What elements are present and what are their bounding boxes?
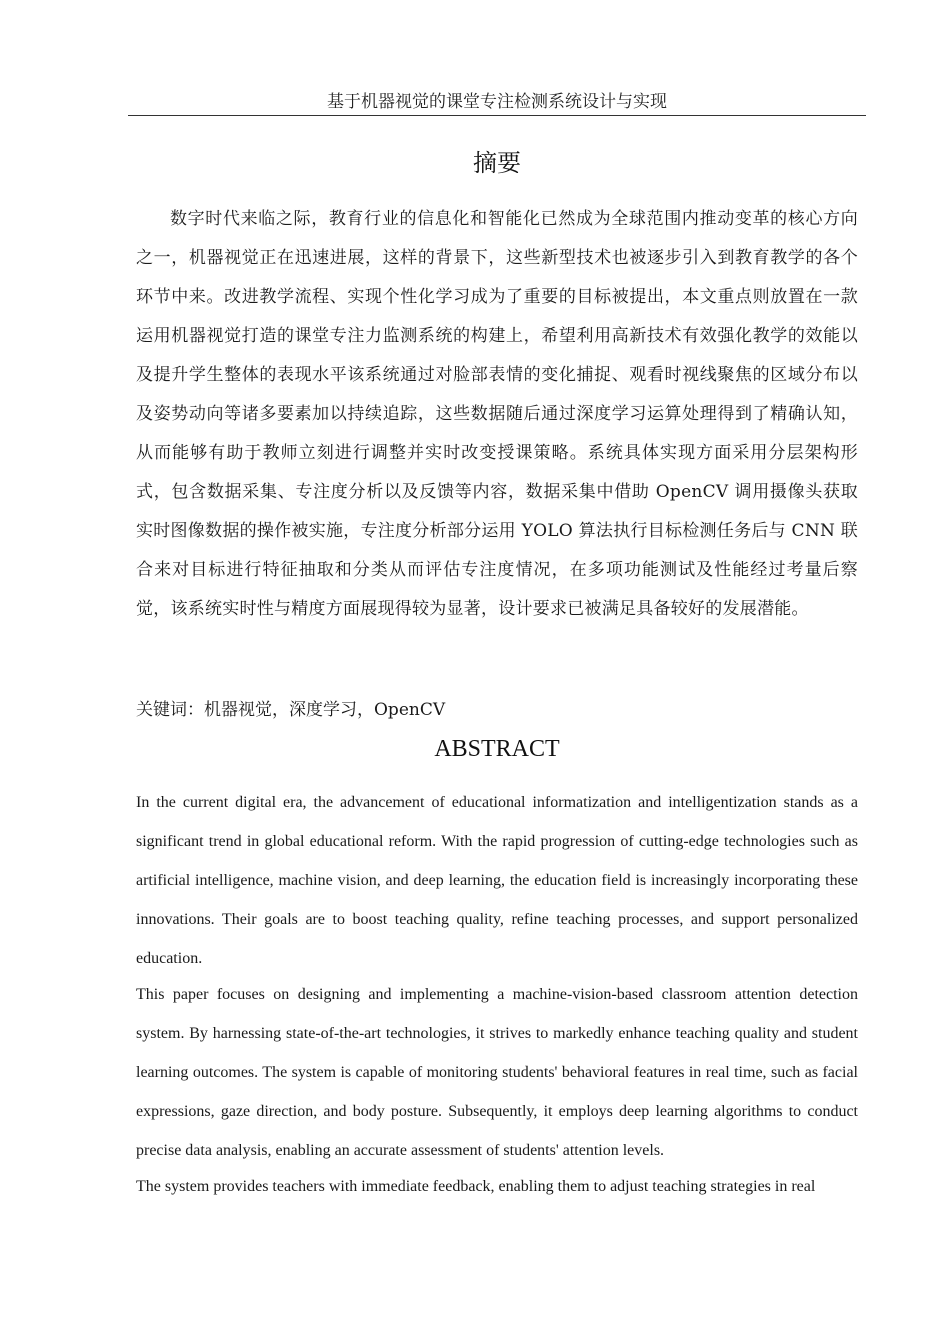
keywords-line: 关键词：机器视觉，深度学习，OpenCV xyxy=(136,700,446,720)
chinese-abstract-title: 摘要 xyxy=(473,149,521,177)
english-abstract-paragraph-3: The system provides teachers with immediate feedback, enabling them to adjust teaching strategies in real xyxy=(136,1178,816,1195)
running-header-title: 基于机器视觉的课堂专注检测系统设计与实现 xyxy=(327,92,667,112)
chinese-abstract-body: 数字时代来临之际，教育行业的信息化和智能化已然成为全球范围内推动变革的核心方向之一，机器视觉正在迅速进展，这样的背景下，这些新型技术也被逐步引入到教育教学的各个环节中来。改进教学流程、实现个性化学习成为了重要的目标被提出，本文重点则放置在一款运用机器视觉打造的课堂专注力监测系统的构建上，希望利用高新技术有效强化教学的效能以及提升学生整体的表现水平该系统通过对脸部表情的变化捕捉、观看时视线聚焦的区域分布以及姿势动向等诸多要素加以持续追踪，这些数据随后通过深度学习运算处理得到了精确认知，从而能够有助于教师立刻进行调整并实时改变授课策略。系统具体实现方面采用分层架构形式，包含数据采集、专注度分析以及反馈等内容，数据采集中借助 OpenCV 调用摄像头获取实时图像数据的操作被实施，专注度分析部分运用 YOLO 算法执行目标检测任务后与 CNN 联合来对目标进行特征抽取和分类从而评估专注度情况，在多项功能测试及性能经过考量后察觉，该系统实时性与精度方面展现得较为显著，设计要求已被满足具备较好的发展潜能。 xyxy=(136,209,858,619)
english-abstract-paragraph-1: In the current digital era, the advancement of educational informatization and intelligentization stands as a significant trend in global educational reform. With the rapid progression of cutting-edge technologies such as artificial intelligence, machine vision, and deep learning, the education field is increasingly incorporating these innovations. Their goals are to boost teaching quality, refine teaching processes, and support personalized education. xyxy=(136,794,858,967)
header-divider xyxy=(128,115,866,116)
english-abstract-paragraph-2: This paper focuses on designing and implementing a machine-vision-based classroom attention detection system. By harnessing state-of-the-art technologies, it strives to markedly enhance teaching quality and student learning outcomes. The system is capable of monitoring students' behavioral features in real time, such as facial expressions, gaze direction, and body posture. Subsequently, it employs deep learning algorithms to conduct precise data analysis, enabling an accurate assessment of students' attention levels. xyxy=(136,986,858,1159)
english-abstract-title: ABSTRACT xyxy=(434,736,560,762)
